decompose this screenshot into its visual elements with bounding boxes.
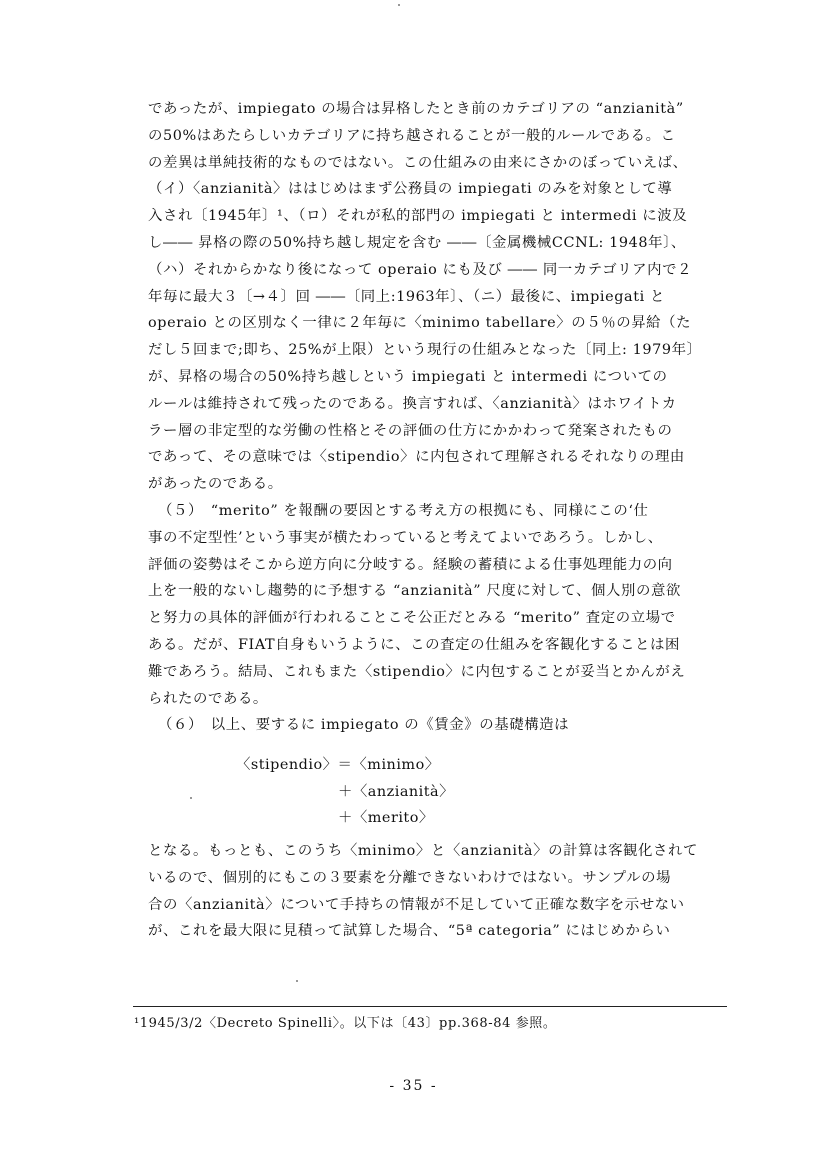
body-line: 入され〔1945年〕¹、（ロ）それが私的部門の impiegati と intermedi に波及 [148,208,688,225]
body-line: の50%はあたらしいカテゴリアに持ち越されることが一般的ルールである。こ [148,127,676,144]
body-line: 事の不定型性’という事実が横たわっていると考えてよいであろう。しかし、 [148,529,663,546]
footnote-divider [133,1006,727,1007]
body-line: し―― 昇格の際の50%持ち越し規定を含む ――〔金属機械CCNL: 1948年〕、 [148,234,686,251]
body-line: があったのである。 [148,476,283,493]
body-line: と努力の具体的評価が行われることこそ公正だとみる “merito” 査定の立場で [148,610,676,627]
scan-speck [296,980,298,982]
scan-speck [190,797,192,799]
body-line: 年毎に最大３〔→４〕回 ――〔同上:1963年〕、（ニ）最後に、impiegati と [148,288,665,305]
body-line: ルールは維持されて残ったのである。換言すれば、〈anzianità〉はホワイトカ [148,395,677,412]
wage-structure-formula [236,752,454,832]
body-line: であって、その意味では〈stipendio〉に内包されて理解されるそれなりの理由 [148,449,685,466]
scan-speck [398,4,400,6]
body-line: の差異は単純技術的なものではない。この仕組みの由来にさかのぼっていえば、 [148,154,688,171]
footnote-1: ¹1945/3/2〈Decreto Spinelli〉。以下は〔43〕pp.368-84 参照。 [134,1016,557,1031]
continuation-text [148,838,738,945]
body-line: となる。もっとも、このうち〈minimo〉と〈anzianità〉の計算は客観化されて [148,843,699,859]
body-line: が、昇格の場合の50%持ち越しという impiegati と intermedi についての [148,368,668,385]
body-line: 上を一般的ないし趨勢的に予想する “anzianità” 尺度に対して、個人別の意欲 [148,583,681,600]
body-line: 合の〈anzianità〉について手持ちの情報が不足していて正確な数字を示せない [148,896,685,913]
body-line: であったが、impiegato の場合は昇格したとき前のカテゴリアの “anzianità” [148,101,684,117]
body-line: が、これを最大限に見積って試算した場合、“5ª categoria” にはじめからい [148,923,671,940]
body-line: （イ）〈anzianità〉ははじめはまず公務員の impiegati のみを対象として導 [148,181,673,198]
body-line: 評価の姿勢はそこから逆方向に分岐する。経験の蓄積による仕事処理能力の向 [148,556,673,573]
formula-line-anzianita: ＋〈anzianità〉 [338,783,455,800]
body-line: いるので、個別的にもこの３要素を分離できないわけではない。サンプルの場 [148,869,672,886]
body-line: 難であろう。結局、これもまた〈stipendio〉に内包することが妥当とかんがえ [148,663,686,680]
body-line: （ハ）それからかなり後になって operaio にも及び ―― 同一カテゴリア内で２ [148,261,693,278]
paragraph-5-start: （５） “merito” を報酬の要因とする考え方の根拠にも、同様にこの‘仕 [158,502,649,519]
body-line: operaio との区別なく一律に２年毎に〈minimo tabellare〉の５％の昇給（た [148,315,692,332]
page-number: - 35 - [389,1078,438,1094]
body-line: だし５回まで;即ち、25%が上限）という現行の仕組みとなった〔同上: 1979年〕 [148,342,702,359]
body-line: られたのである。 [148,690,268,707]
body-line: ラー層の非定型的な労働の性格とその評価の仕方にかかわって発案されたもの [148,422,673,439]
main-body-text [148,96,738,739]
formula-line-merito: ＋〈merito〉 [338,810,434,826]
formula-line-stipendio: 〈stipendio〉＝〈minimo〉 [236,757,440,773]
body-line: ある。だが、FIAT自身もいうように、この査定の仕組みを客観化することは困 [148,636,680,653]
paragraph-6-start: （６） 以上、要するに impiegato の《賃金》の基礎構造は [158,717,570,734]
